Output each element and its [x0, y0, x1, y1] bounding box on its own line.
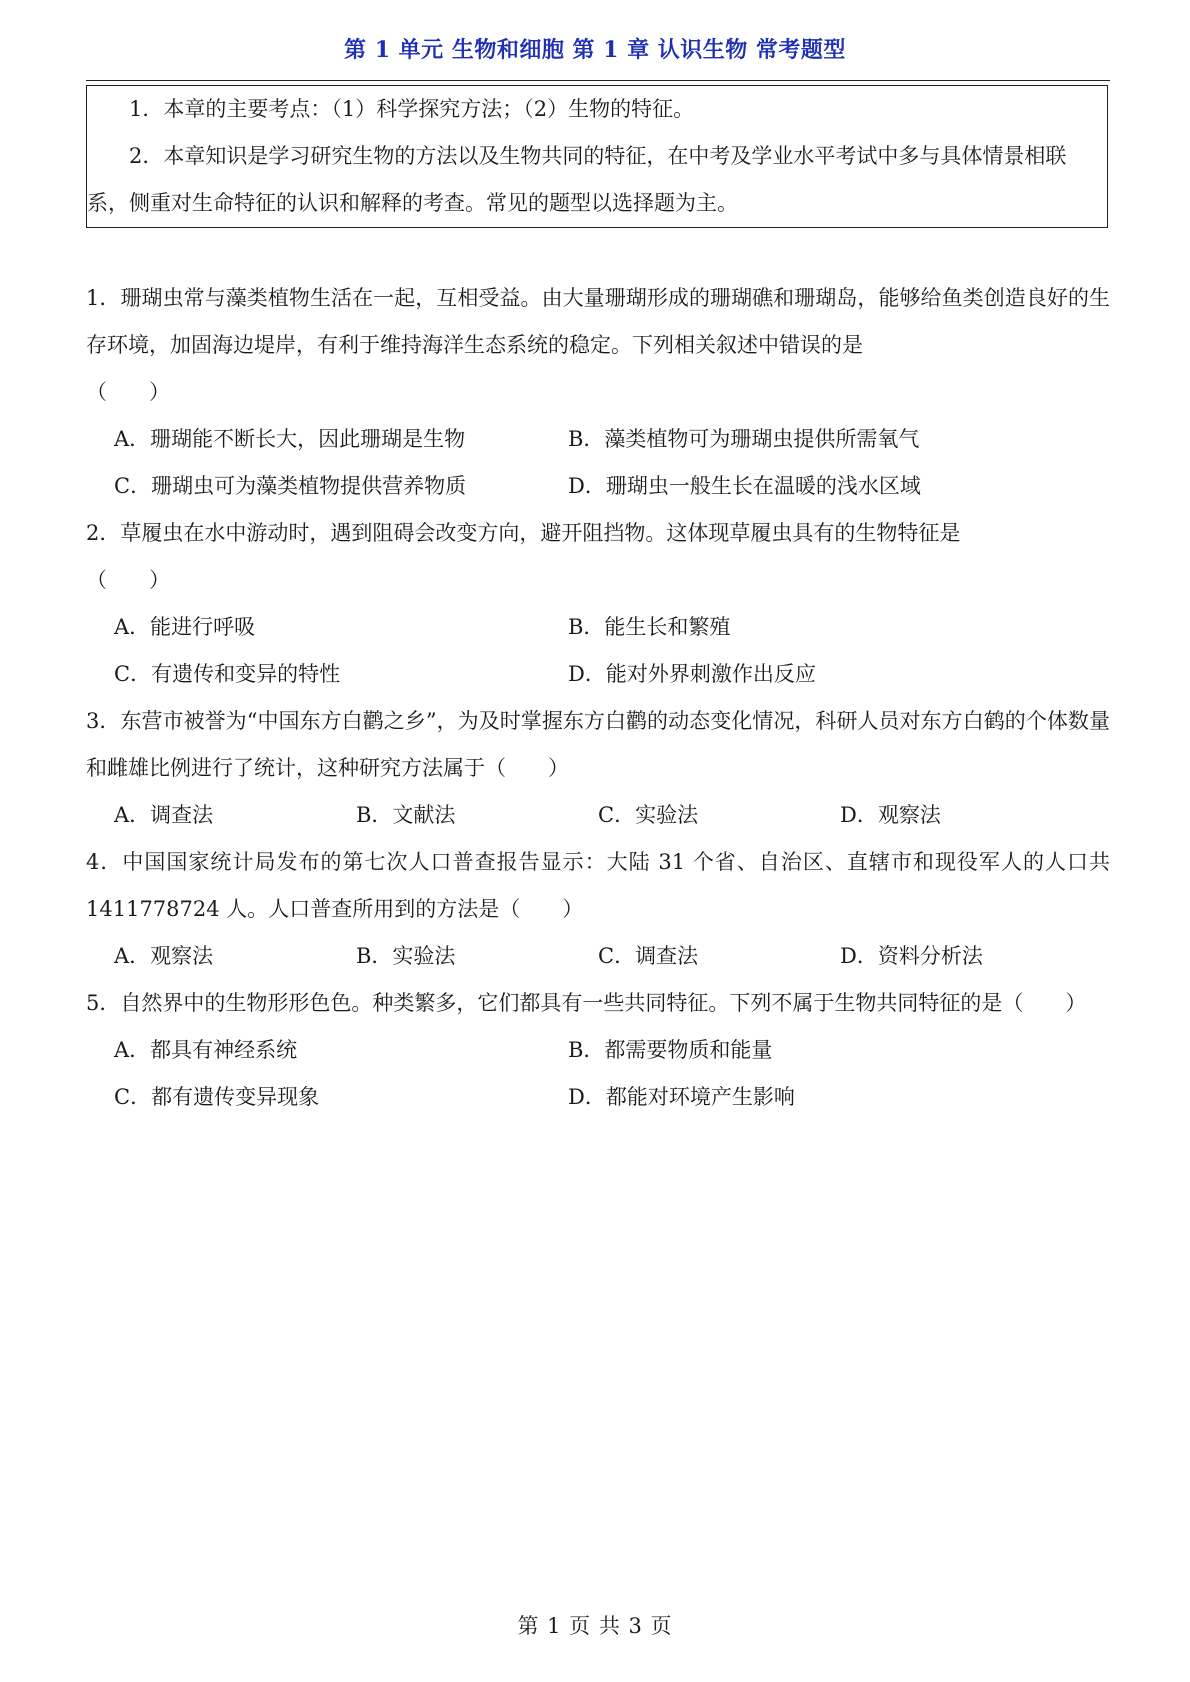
header-divider [86, 80, 1110, 81]
question-3 [86, 698, 1110, 839]
question-4-option-a: A．观察法 [114, 944, 214, 968]
question-4-answer-blank: （ ） [499, 897, 584, 921]
question-5 [86, 980, 1110, 1121]
question-4-stem [86, 839, 1110, 933]
question-3-stem [86, 698, 1110, 792]
question-3-option-b: B．文献法 [356, 803, 456, 827]
question-3-option-a: A．调查法 [114, 803, 214, 827]
page-number: 第 1 页 共 3 页 [517, 1614, 673, 1638]
question-1-option-c: C．珊瑚虫可为藻类植物提供营养物质 [114, 474, 467, 498]
question-3-text: 3．东营市被誉为“中国东方白鹳之乡”，为及时掌握东方白鹳的动态变化情况，科研人员对东方白鹤的个体数量和雌雄比例进行了统计，这种研究方法属于 [86, 709, 1110, 780]
question-5-option-d: D．都能对环境产生影响 [568, 1085, 795, 1109]
question-1-option-a: A．珊瑚能不断长大，因此珊瑚是生物 [114, 427, 466, 451]
summary-line-2: 2．本章知识是学习研究生物的方法以及生物共同的特征，在中考及学业水平考试中多与具体情景相联系，侧重对生命特征的认识和解释的考查。常见的题型以选择题为主。 [87, 144, 1067, 215]
question-list [86, 275, 1110, 1121]
question-2-text: 2．草履虫在水中游动时，遇到阻碍会改变方向，避开阻挡物。这体现草履虫具有的生物特征是 [86, 521, 961, 545]
question-2-option-b: B．能生长和繁殖 [568, 615, 731, 639]
question-2-option-d: D．能对外界刺激作出反应 [568, 662, 816, 686]
page-title: 第 1 单元 生物和细胞 第 1 章 认识生物 常考题型 [344, 37, 846, 63]
chapter-summary-box [86, 85, 1108, 228]
question-5-stem [86, 980, 1110, 1027]
question-4 [86, 839, 1110, 980]
question-5-option-c: C．都有遗传变异现象 [114, 1085, 320, 1109]
question-3-options [86, 792, 1110, 839]
question-4-option-d: D．资料分析法 [840, 944, 983, 968]
question-1-text: 1．珊瑚虫常与藻类植物生活在一起，互相受益。由大量珊瑚形成的珊瑚礁和珊瑚岛，能够给鱼类创造良好的生存环境，加固海边堤岸，有利于维持海洋生态系统的稳定。下列相关叙述中错误的是 [86, 286, 1110, 357]
question-2-option-a: A．能进行呼吸 [114, 615, 256, 639]
question-2-stem [86, 510, 1110, 604]
question-1 [86, 275, 1110, 510]
question-2 [86, 510, 1110, 698]
question-4-option-c: C．调查法 [598, 944, 699, 968]
question-5-text: 5．自然界中的生物形形色色。种类繁多，它们都具有一些共同特征。下列不属于生物共同特征的是 [86, 991, 1003, 1015]
question-1-option-b: B．藻类植物可为珊瑚虫提供所需氧气 [568, 427, 920, 451]
question-3-option-d: D．观察法 [840, 803, 941, 827]
question-5-options [86, 1027, 1110, 1121]
question-1-option-d: D．珊瑚虫一般生长在温暖的浅水区域 [568, 474, 921, 498]
question-2-options [86, 604, 1110, 698]
question-5-option-b: B．都需要物质和能量 [568, 1038, 773, 1062]
question-5-answer-blank: （ ） [1002, 991, 1087, 1015]
question-5-option-a: A．都具有神经系统 [114, 1038, 298, 1062]
question-3-answer-blank: （ ） [485, 756, 569, 780]
question-1-options [86, 416, 1110, 510]
question-1-stem [86, 275, 1110, 416]
question-1-answer-blank: （ ） [86, 380, 170, 404]
question-2-option-c: C．有遗传和变异的特性 [114, 662, 341, 686]
question-2-answer-blank: （ ） [86, 568, 170, 592]
question-4-text: 4．中国国家统计局发布的第七次人口普查报告显示：大陆 31 个省、自治区、直辖市和现役军人的人口共 1411778724 人。人口普查所用到的方法是 [86, 850, 1110, 921]
question-4-option-b: B．实验法 [356, 944, 456, 968]
question-4-options [86, 933, 1110, 980]
summary-line-1: 1．本章的主要考点：（1）科学探究方法；（2）生物的特征。 [129, 97, 695, 121]
question-3-option-c: C．实验法 [598, 803, 699, 827]
